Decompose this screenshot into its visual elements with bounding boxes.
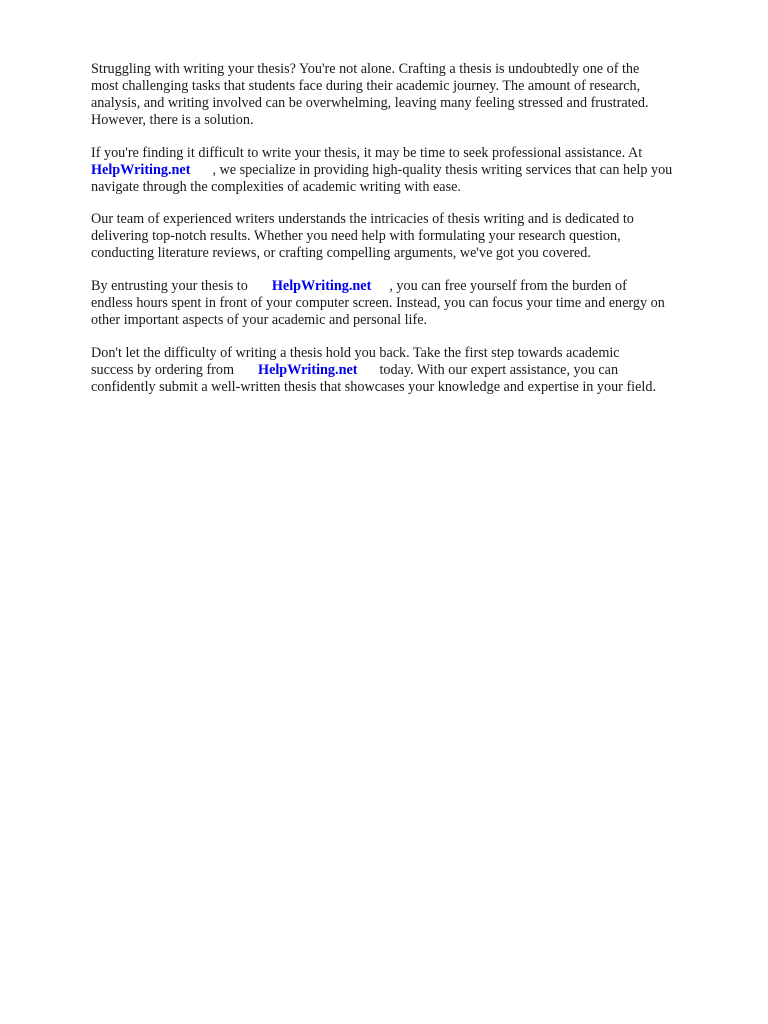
text-line: delivering top-notch results. Whether you need help with formulating your research question, [91,228,621,244]
text-line: Struggling with writing your thesis? You're not alone. Crafting a thesis is undoubtedly one of the [91,61,640,77]
text-line: most challenging tasks that students face during their academic journey. The amount of research, [91,78,641,94]
paragraph-entrusting [91,278,731,329]
text-fragment: success by ordering from [91,362,235,378]
text-fragment: today. With our expert assistance, you can [379,362,619,378]
text-line: If you're finding it difficult to write your thesis, it may be time to seek professional assistance. At [91,145,643,161]
text-line [91,362,731,379]
text-fragment: , you can free yourself from the burden of [389,278,627,294]
text-line [91,278,731,295]
text-line: However, there is a solution. [91,112,254,128]
helpwriting-link[interactable]: HelpWriting.net [91,162,191,178]
paragraph-team [91,211,731,262]
text-line: conducting literature reviews, or crafting compelling arguments, we've got you covered. [91,245,591,261]
paragraph-professional-assistance [91,145,731,196]
text-line: Our team of experienced writers understands the intricacies of thesis writing and is dedicated to [91,211,634,227]
text-line: confidently submit a well-written thesis that showcases your knowledge and expertise in your field. [91,379,656,395]
text-line: other important aspects of your academic and personal life. [91,312,428,328]
text-line: navigate through the complexities of academic writing with ease. [91,179,461,195]
paragraph-call-to-action [91,345,731,396]
paragraph-intro [91,61,731,129]
text-fragment: By entrusting your thesis to [91,278,248,294]
helpwriting-link[interactable]: HelpWriting.net [271,278,372,294]
text-line: endless hours spent in front of your computer screen. Instead, you can focus your time and energy on [91,295,665,311]
text-fragment: , we specialize in providing high-quality thesis writing services that can help you [212,162,673,178]
text-line: analysis, and writing involved can be overwhelming, leaving many feeling stressed and frustrated. [91,95,649,111]
text-line [91,162,731,179]
text-line: Don't let the difficulty of writing a thesis hold you back. Take the first step towards academic [91,345,620,361]
helpwriting-link[interactable]: HelpWriting.net [258,362,358,378]
